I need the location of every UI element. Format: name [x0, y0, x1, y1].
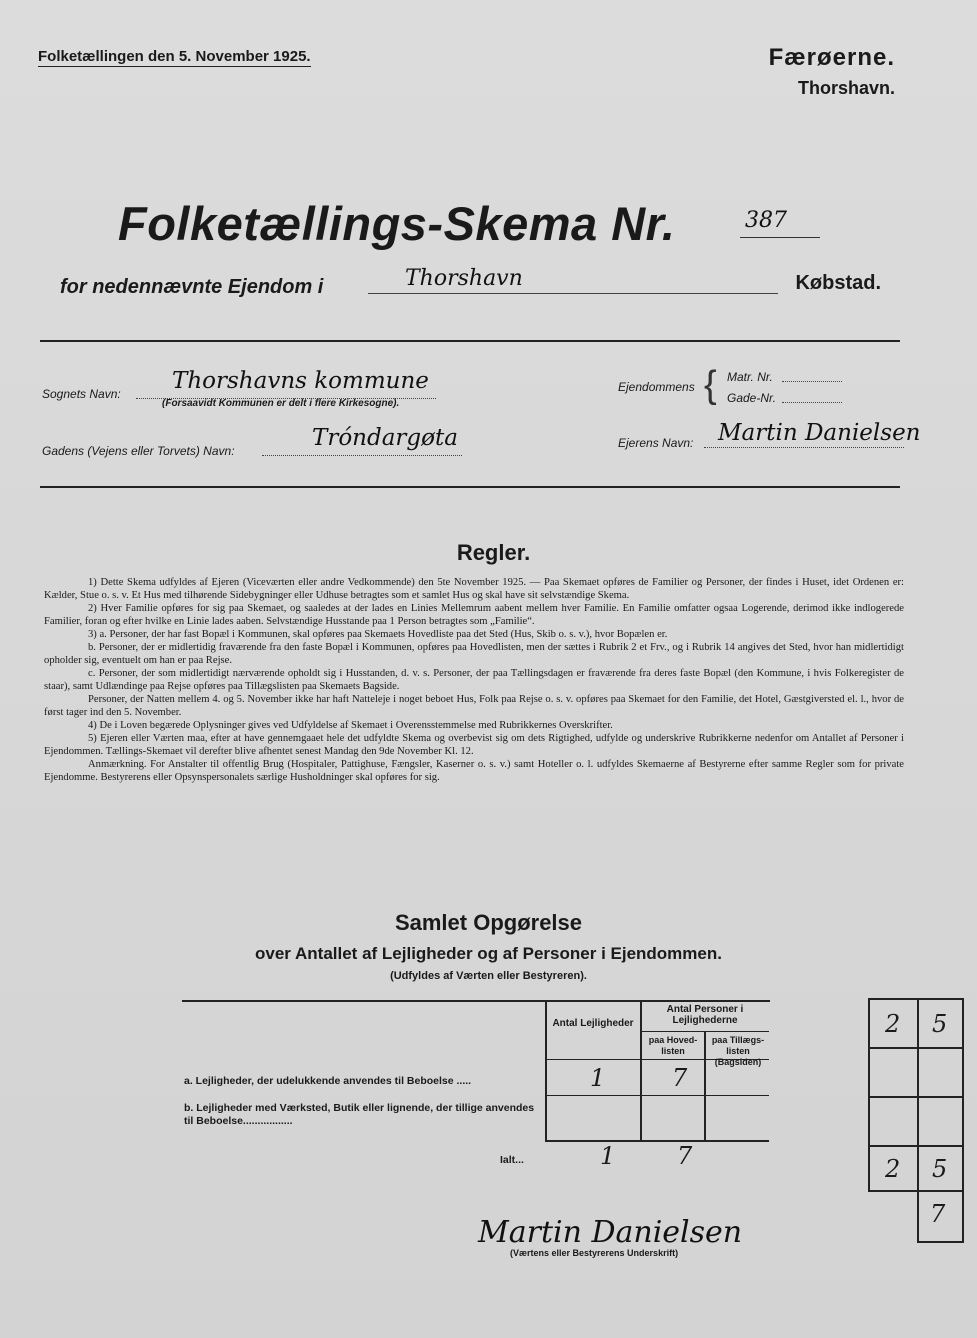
regler-text — [44, 576, 904, 784]
regel-1: 1) Dette Skema udfyldes af Ejeren (Viceværten eller andre Vedkommende) den 5te November 1925. — Paa Skemaet opføres de Familier og Personer, der findes i Huset, idet Ordenen er: Kælder, Stue o. s. v. Et Hus med tilhørende Sidebygninger eller Udhuse betragtes som et samlet Hus og skal have sit selvstændige Skema. — [44, 577, 904, 601]
matr-line — [782, 381, 842, 382]
ialt-hovedliste: 7 — [677, 1142, 693, 1170]
sogn-label: Sognets Navn: — [42, 387, 121, 401]
property-place-line — [368, 293, 778, 294]
ejendom-label: Ejendommens — [618, 380, 695, 394]
regel-nat: Personer, der Natten mellem 4. og 5. November ikke har haft Natteleje i noget beboet Hus, Folk paa Rejse o. s. v. opføres paa Skemaet for den Familie, det Hotel, Gæstgiversted el. l., hvor de først tager ind den 5. November. — [44, 694, 904, 718]
samlet-note: (Udfyldes af Værten eller Bestyreren). — [390, 970, 587, 982]
regel-5: 5) Ejeren eller Værten maa, efter at have gennemgaaet hele det udfyldte Skema og overbevist sig om dets Rigtighed, udfylde og underskrive Rubrikkerne nedenfor om Antallet af Personer i Ejendommen. Tællings-Skemaet vil derefter blive afhentet senest Mandag den 9de November Kl. 12. — [44, 733, 904, 757]
matr-label: Matr. Nr. — [727, 370, 773, 384]
sogn-note: (Forsaavidt Kommunen er delt i flere Kirkesogne). — [162, 398, 400, 409]
gade-label: Gadens (Vejens eller Torvets) Navn: — [42, 444, 235, 458]
gade-nr-label: Gade-Nr. — [727, 391, 776, 405]
col-tillaegsliste-header: paa Tillægs-listen (Bagsiden) — [711, 1035, 765, 1067]
regler-title: Regler. — [456, 540, 531, 565]
side-r5-right: 7 — [930, 1200, 946, 1228]
town-header: Thorshavn. — [797, 78, 895, 98]
signature-caption: (Værtens eller Bestyrerens Underskrift) — [510, 1248, 679, 1258]
table-subheader-rule — [641, 1031, 769, 1032]
row-a-lejligheder: 1 — [590, 1064, 606, 1092]
table-col-1 — [545, 1000, 547, 1140]
side-box-rule-2 — [868, 1096, 964, 1098]
side-r4-left: 2 — [885, 1155, 901, 1183]
property-line-suffix: Købstad. — [795, 272, 881, 294]
side-box-rule-3 — [868, 1145, 964, 1147]
table-rule-top — [182, 1000, 770, 1002]
regel-4: 4) De i Loven begærede Oplysninger gives ved Udfyldelse af Skemaet i Overensstemmelse med Rubrikkernes Overskrifter. — [88, 720, 613, 731]
form-title: Folketællings-Skema Nr. — [118, 197, 676, 250]
samlet-title: Samlet Opgørelse — [394, 910, 583, 935]
col-personer-header: Antal Personer i Lejlighederne — [666, 1004, 744, 1026]
table-row-b-rule — [545, 1140, 769, 1142]
col-hovedliste-header: paa Hoved-listen — [648, 1035, 698, 1056]
row-ialt-label: Ialt... — [500, 1154, 524, 1166]
signature-handwritten: Martin Danielsen — [478, 1215, 743, 1250]
regel-3a: 3) a. Personer, der har fast Bopæl i Kommunen, skal opføres paa Skemaets Hovedliste paa det Sted (Hus, Skib o. s. v.), hvor Bopælen er. — [88, 629, 668, 640]
regel-2: 2) Hver Familie opføres for sig paa Skemaet, og saaledes at der lades en Linies Mellemrum aabent mellem hver Familie. En Familie omfatter ogsaa Logerende, derimod ikke indlogerede Familier, foran og efter hvilke en Linie lades aaben. Selvstændige Husstande paa 1 Person betragtes som „Familie“. — [44, 603, 904, 627]
samlet-subtitle: over Antallet af Lejligheder og af Personer i Ejendommen. — [255, 944, 722, 963]
side-box-rule-1 — [868, 1047, 964, 1049]
regel-anmaerkning: Anmærkning. For Anstalter til offentlig Brug (Hospitaler, Pattighuse, Fængsler, Kaserner o. s. v.) samt Hoteller o. l. udfyldes Skemaerne af Bestyrerne efter samme Regler som for private Ejendomme. Bestyrerens eller Opsynspersonalets særlige Husholdninger skal opføres for sig. — [44, 759, 904, 783]
gade-line — [262, 455, 462, 456]
ejer-value-handwritten: Martin Danielsen — [718, 420, 921, 446]
row-a-label: a. Lejligheder, der udelukkende anvendes til Beboelse ..... — [184, 1075, 472, 1087]
property-line-prefix: for nedennævnte Ejendom i — [60, 276, 324, 298]
ejer-label: Ejerens Navn: — [618, 436, 694, 450]
row-a-hovedliste: 7 — [672, 1064, 688, 1092]
gade-nr-line — [782, 402, 842, 403]
side-r1-right: 5 — [932, 1010, 948, 1038]
census-date-header: Folketællingen den 5. November 1925. — [38, 48, 311, 65]
ejer-line — [704, 447, 904, 448]
row-b-label: b. Lejligheder med Værksted, Butik eller lignende, der tillige anvendes til Beboelse................. — [184, 1102, 535, 1127]
side-box-frame — [868, 998, 964, 1192]
side-r1-left: 2 — [885, 1010, 901, 1038]
sogn-value-handwritten: Thorshavns kommune — [172, 368, 429, 394]
ialt-lejligheder: 1 — [600, 1142, 616, 1170]
divider-top — [40, 340, 900, 342]
regel-3b: b. Personer, der er midlertidig fraværende fra den faste Bopæl i Kommunen, opføres paa Hovedlisten, men der sættes i Rubrik 2 et Frv., og i Rubrik 14 angives det Sted, hvor han midlertidigt opholder sig, eventuelt om han er paa Rejse. — [44, 642, 904, 666]
side-r4-right: 5 — [932, 1155, 948, 1183]
divider-middle — [40, 486, 900, 488]
gade-value-handwritten: Tróndargøta — [312, 425, 458, 451]
property-place-handwritten: Thorshavn — [405, 266, 523, 291]
ejendom-bracket: { — [704, 364, 717, 406]
regel-3c: c. Personer, der som midlertidigt nærværende opholdt sig i Husstanden, d. v. s. Personer, der paa Tællingsdagen er fraværende fra deres faste Bopæl (den Kommune, i hvis Folkeregister de staar), samt Udlændinge paa Rejse opføres paa Tillægslisten paa Skemaets Bagside. — [44, 668, 904, 692]
form-number-line — [740, 237, 820, 238]
region-header: Færøerne. — [768, 44, 895, 71]
table-row-a-rule — [545, 1095, 769, 1096]
col-lejligheder-header: Antal Lejligheder — [552, 1018, 634, 1029]
form-number-handwritten: 387 — [745, 208, 787, 233]
